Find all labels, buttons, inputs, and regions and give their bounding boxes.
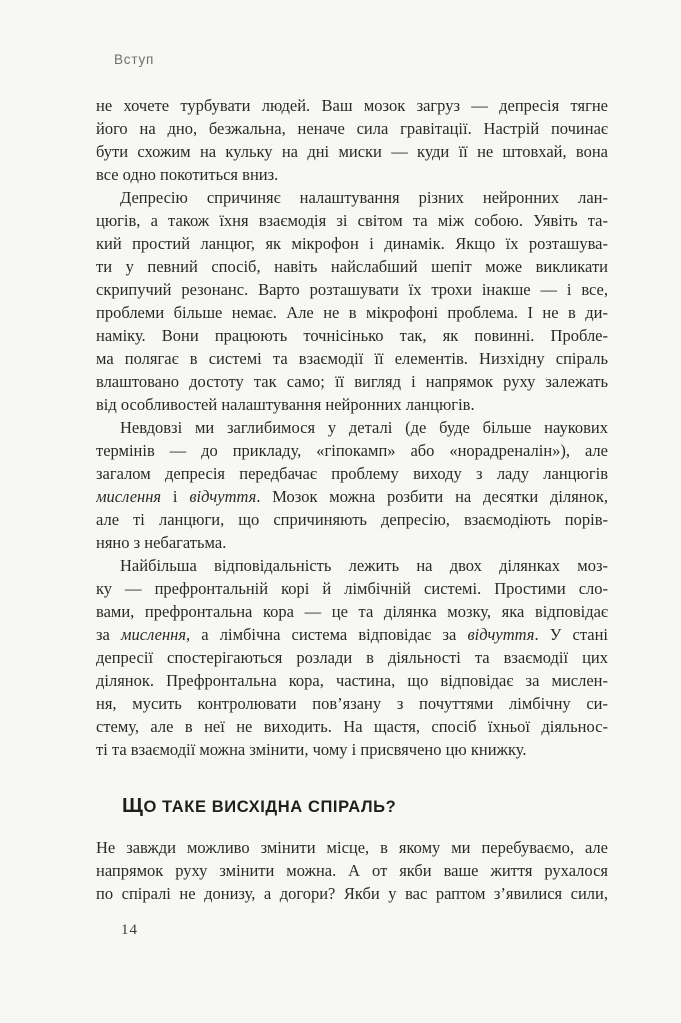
text-line: депресії спостерігаються розлади в діяльності та взаємодії цих	[96, 648, 608, 667]
section-heading: ЩО ТАКЕ ВИСХІДНА СПІРАЛЬ?	[122, 794, 397, 817]
text-line: вами, префронтальна кора — це та ділянка мозку, яка відповідає	[96, 602, 608, 621]
text-line: за мислення, а лімбічна система відповідає за відчуття. У стані	[96, 625, 608, 644]
text-line: скрипучий резонанс. Варто розташувати їх трохи інакше — і все,	[96, 280, 608, 299]
text-line: від особливостей налаштування нейронних ланцюгів.	[96, 395, 475, 414]
text-line: Найбільша відповідальність лежить на двох ділянках моз-	[120, 556, 608, 575]
text-line: ня, мусить контролювати пов’язану з почуттями лімбічну си-	[96, 694, 608, 713]
text-line: Депресію спричиняє налаштування різних нейронних лан-	[120, 188, 608, 207]
text-line: наміку. Вони працюють точнісінько так, як повинні. Пробле-	[96, 326, 608, 345]
text-line: все одно покотиться вниз.	[96, 165, 279, 184]
text-line: по спіралі не донизу, а догори? Якби у вас раптом з’явилися сили,	[96, 884, 608, 903]
text-line: Невдовзі ми заглибимося у деталі (де буде більше наукових	[120, 418, 608, 437]
text-line: не хочете турбувати людей. Ваш мозок загруз — депресія тягне	[96, 96, 608, 115]
text-line: кий простий ланцюг, як мікрофон і динамік. Якщо їх розташува-	[96, 234, 608, 253]
paragraph	[96, 186, 608, 416]
paragraph	[96, 554, 608, 761]
text-line: його на дно, безжальна, неначе сила гравітації. Настрій починає	[96, 119, 608, 138]
text-line: няно з небагатьма.	[96, 533, 227, 552]
text-line: цюгів, а також їхня взаємодія зі світом та між собою. Уявіть та-	[96, 211, 608, 230]
paragraph	[96, 836, 608, 905]
text-line: але ті ланцюги, що спричиняють депресію, взаємодіють порів-	[96, 510, 608, 529]
text-line: ти у певний спосіб, навіть найслабший шепіт може викликати	[96, 257, 608, 276]
text-line: ма полягає в системі та взаємодії її елементів. Низхідну спіраль	[96, 349, 608, 368]
text-line: ділянок. Префронтальна кора, частина, що відповідає за мислен-	[96, 671, 608, 690]
text-line: напрямок руху змінити можна. А от якби ваше життя рухалося	[96, 861, 608, 880]
text-line: Не завжди можливо змінити місце, в якому ми перебуваємо, але	[96, 838, 608, 857]
text-line: мислення і відчуття. Мозок можна розбити на десятки ділянок,	[96, 487, 608, 506]
paragraph	[96, 94, 608, 186]
body-text-after-heading	[96, 836, 608, 905]
text-line: ку — префронтальній корі й лімбічній системі. Простими сло-	[96, 579, 608, 598]
text-line: бути схожим на кульку на дні миски — куди її не штовхай, вона	[96, 142, 608, 161]
text-line: ті та взаємодії можна змінити, чому і присвячено цю книжку.	[96, 740, 527, 759]
body-text-before-heading	[96, 94, 608, 761]
paragraph	[96, 416, 608, 554]
page-number: 14	[121, 922, 138, 938]
text-line: влаштовано достоту так само; її вигляд і напрямок руху залежать	[96, 372, 608, 391]
text-line: проблеми більше немає. Але не в мікрофоні проблема. І не в ди-	[96, 303, 608, 322]
running-header: Вступ	[114, 52, 155, 67]
text-line: загалом депресія передбачає проблему виходу з ладу ланцюгів	[96, 464, 608, 483]
text-line: стему, але в неї не виходить. На щастя, спосіб їхньої діяльнос-	[96, 717, 608, 736]
text-line: термінів — до прикладу, «гіпокамп» або «норадреналін»), але	[96, 441, 608, 460]
